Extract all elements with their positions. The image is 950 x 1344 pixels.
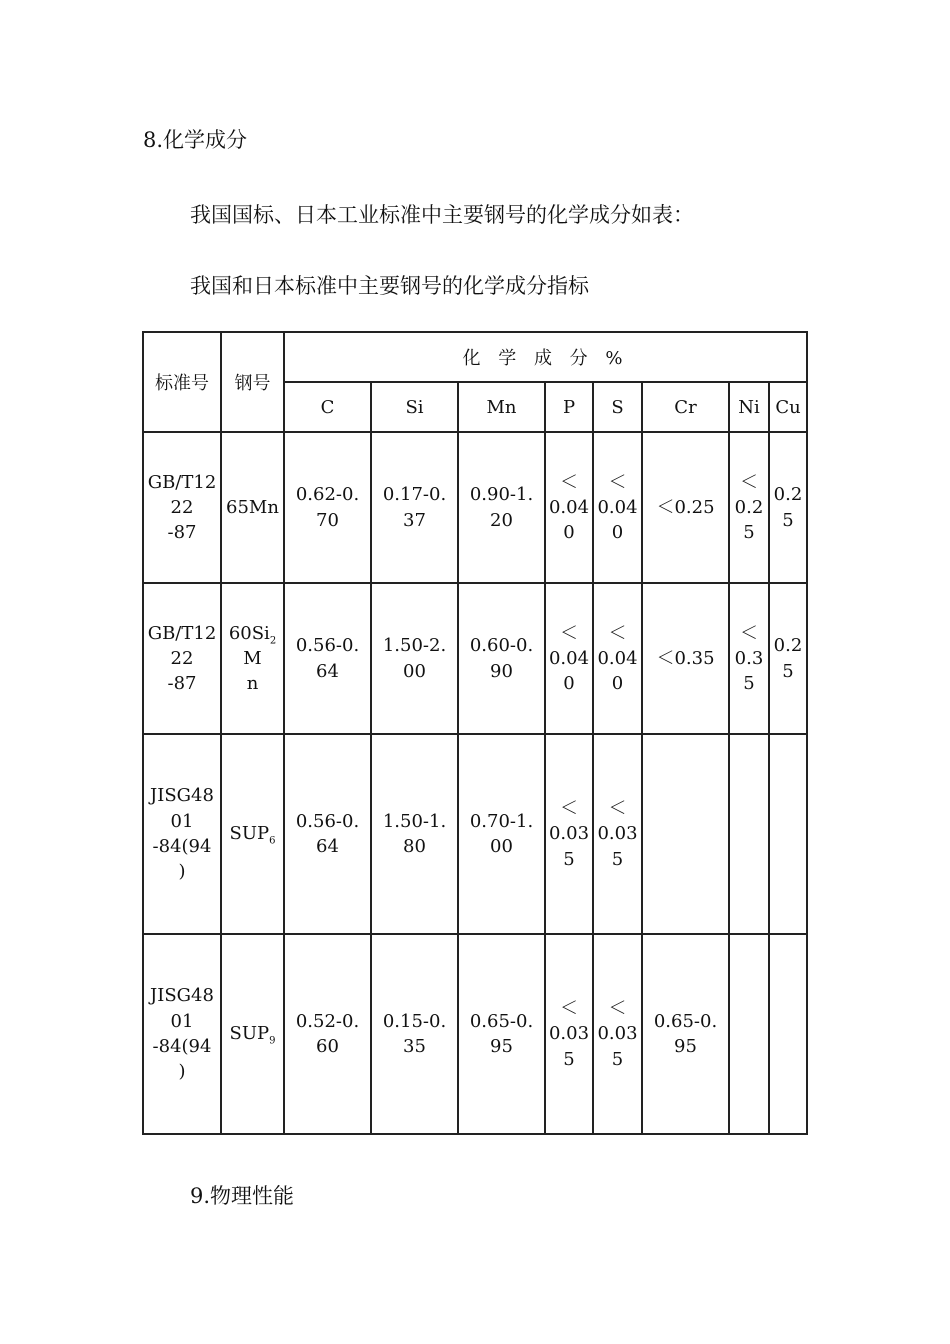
cell-s: ＜ 0.04 0 bbox=[593, 583, 642, 734]
cell-si: 0.17-0. 37 bbox=[371, 432, 458, 583]
table-title: 我国和日本标准中主要钢号的化学成分指标 bbox=[190, 274, 589, 298]
cell-cr: ＜0.35 bbox=[642, 583, 729, 734]
cell-steel-grade: $SUP_6$ bbox=[221, 734, 284, 934]
cell-ni: ＜ 0.2 5 bbox=[729, 432, 769, 583]
cell-s: ＜ 0.04 0 bbox=[593, 432, 642, 583]
cell-standard: JISG48 01 -84(94 ) bbox=[143, 934, 221, 1134]
cell-standard: GB/T12 22 -87 bbox=[143, 583, 221, 734]
cell-steel-grade: $60Si_2M$ n bbox=[221, 583, 284, 734]
cell-si: 0.15-0. 35 bbox=[371, 934, 458, 1134]
header-element-ni: Ni bbox=[729, 382, 769, 432]
cell-c: 0.56-0. 64 bbox=[284, 734, 371, 934]
header-standard: 标准号 bbox=[143, 332, 221, 432]
intro-paragraph: 我国国标、日本工业标准中主要钢号的化学成分如表： bbox=[190, 203, 694, 227]
cell-mn: 0.70-1. 00 bbox=[458, 734, 545, 934]
cell-p: ＜ 0.04 0 bbox=[545, 583, 593, 734]
cell-cu: 0.2 5 bbox=[769, 432, 807, 583]
cell-standard: GB/T12 22 -87 bbox=[143, 432, 221, 583]
cell-cu bbox=[769, 934, 807, 1134]
header-element-mn: Mn bbox=[458, 382, 545, 432]
header-chemical-composition: 化 学 成 分 % bbox=[284, 332, 807, 382]
table-row bbox=[143, 734, 807, 934]
section-heading-physical-properties: 9.物理性能 bbox=[190, 1184, 295, 1208]
chemical-composition-table bbox=[142, 331, 808, 1135]
cell-p: ＜ 0.03 5 bbox=[545, 734, 593, 934]
cell-si: 1.50-1. 80 bbox=[371, 734, 458, 934]
cell-cu: 0.2 5 bbox=[769, 583, 807, 734]
header-element-cr: Cr bbox=[642, 382, 729, 432]
cell-steel-grade: 65Mn bbox=[221, 432, 284, 583]
header-element-c: C bbox=[284, 382, 371, 432]
cell-mn: 0.60-0. 90 bbox=[458, 583, 545, 734]
cell-ni: ＜ 0.3 5 bbox=[729, 583, 769, 734]
cell-standard: JISG48 01 -84(94 ) bbox=[143, 734, 221, 934]
cell-c: 0.56-0. 64 bbox=[284, 583, 371, 734]
cell-ni bbox=[729, 934, 769, 1134]
cell-mn: 0.65-0. 95 bbox=[458, 934, 545, 1134]
cell-p: ＜ 0.03 5 bbox=[545, 934, 593, 1134]
cell-s: ＜ 0.03 5 bbox=[593, 934, 642, 1134]
cell-steel-grade: $SUP_9$ bbox=[221, 934, 284, 1134]
cell-cr bbox=[642, 734, 729, 934]
cell-cr: ＜0.25 bbox=[642, 432, 729, 583]
cell-cu bbox=[769, 734, 807, 934]
table-row bbox=[143, 583, 807, 734]
header-steel-grade: 钢号 bbox=[221, 332, 284, 432]
cell-cr: 0.65-0. 95 bbox=[642, 934, 729, 1134]
cell-ni bbox=[729, 734, 769, 934]
cell-c: 0.52-0. 60 bbox=[284, 934, 371, 1134]
table-row bbox=[143, 432, 807, 583]
cell-si: 1.50-2. 00 bbox=[371, 583, 458, 734]
header-element-s: S bbox=[593, 382, 642, 432]
cell-p: ＜ 0.04 0 bbox=[545, 432, 593, 583]
section-heading-chemical-composition: 8.化学成分 bbox=[143, 128, 248, 152]
cell-c: 0.62-0. 70 bbox=[284, 432, 371, 583]
header-element-cu: Cu bbox=[769, 382, 807, 432]
header-element-p: P bbox=[545, 382, 593, 432]
header-element-si: Si bbox=[371, 382, 458, 432]
cell-s: ＜ 0.03 5 bbox=[593, 734, 642, 934]
cell-mn: 0.90-1. 20 bbox=[458, 432, 545, 583]
table-row bbox=[143, 934, 807, 1134]
